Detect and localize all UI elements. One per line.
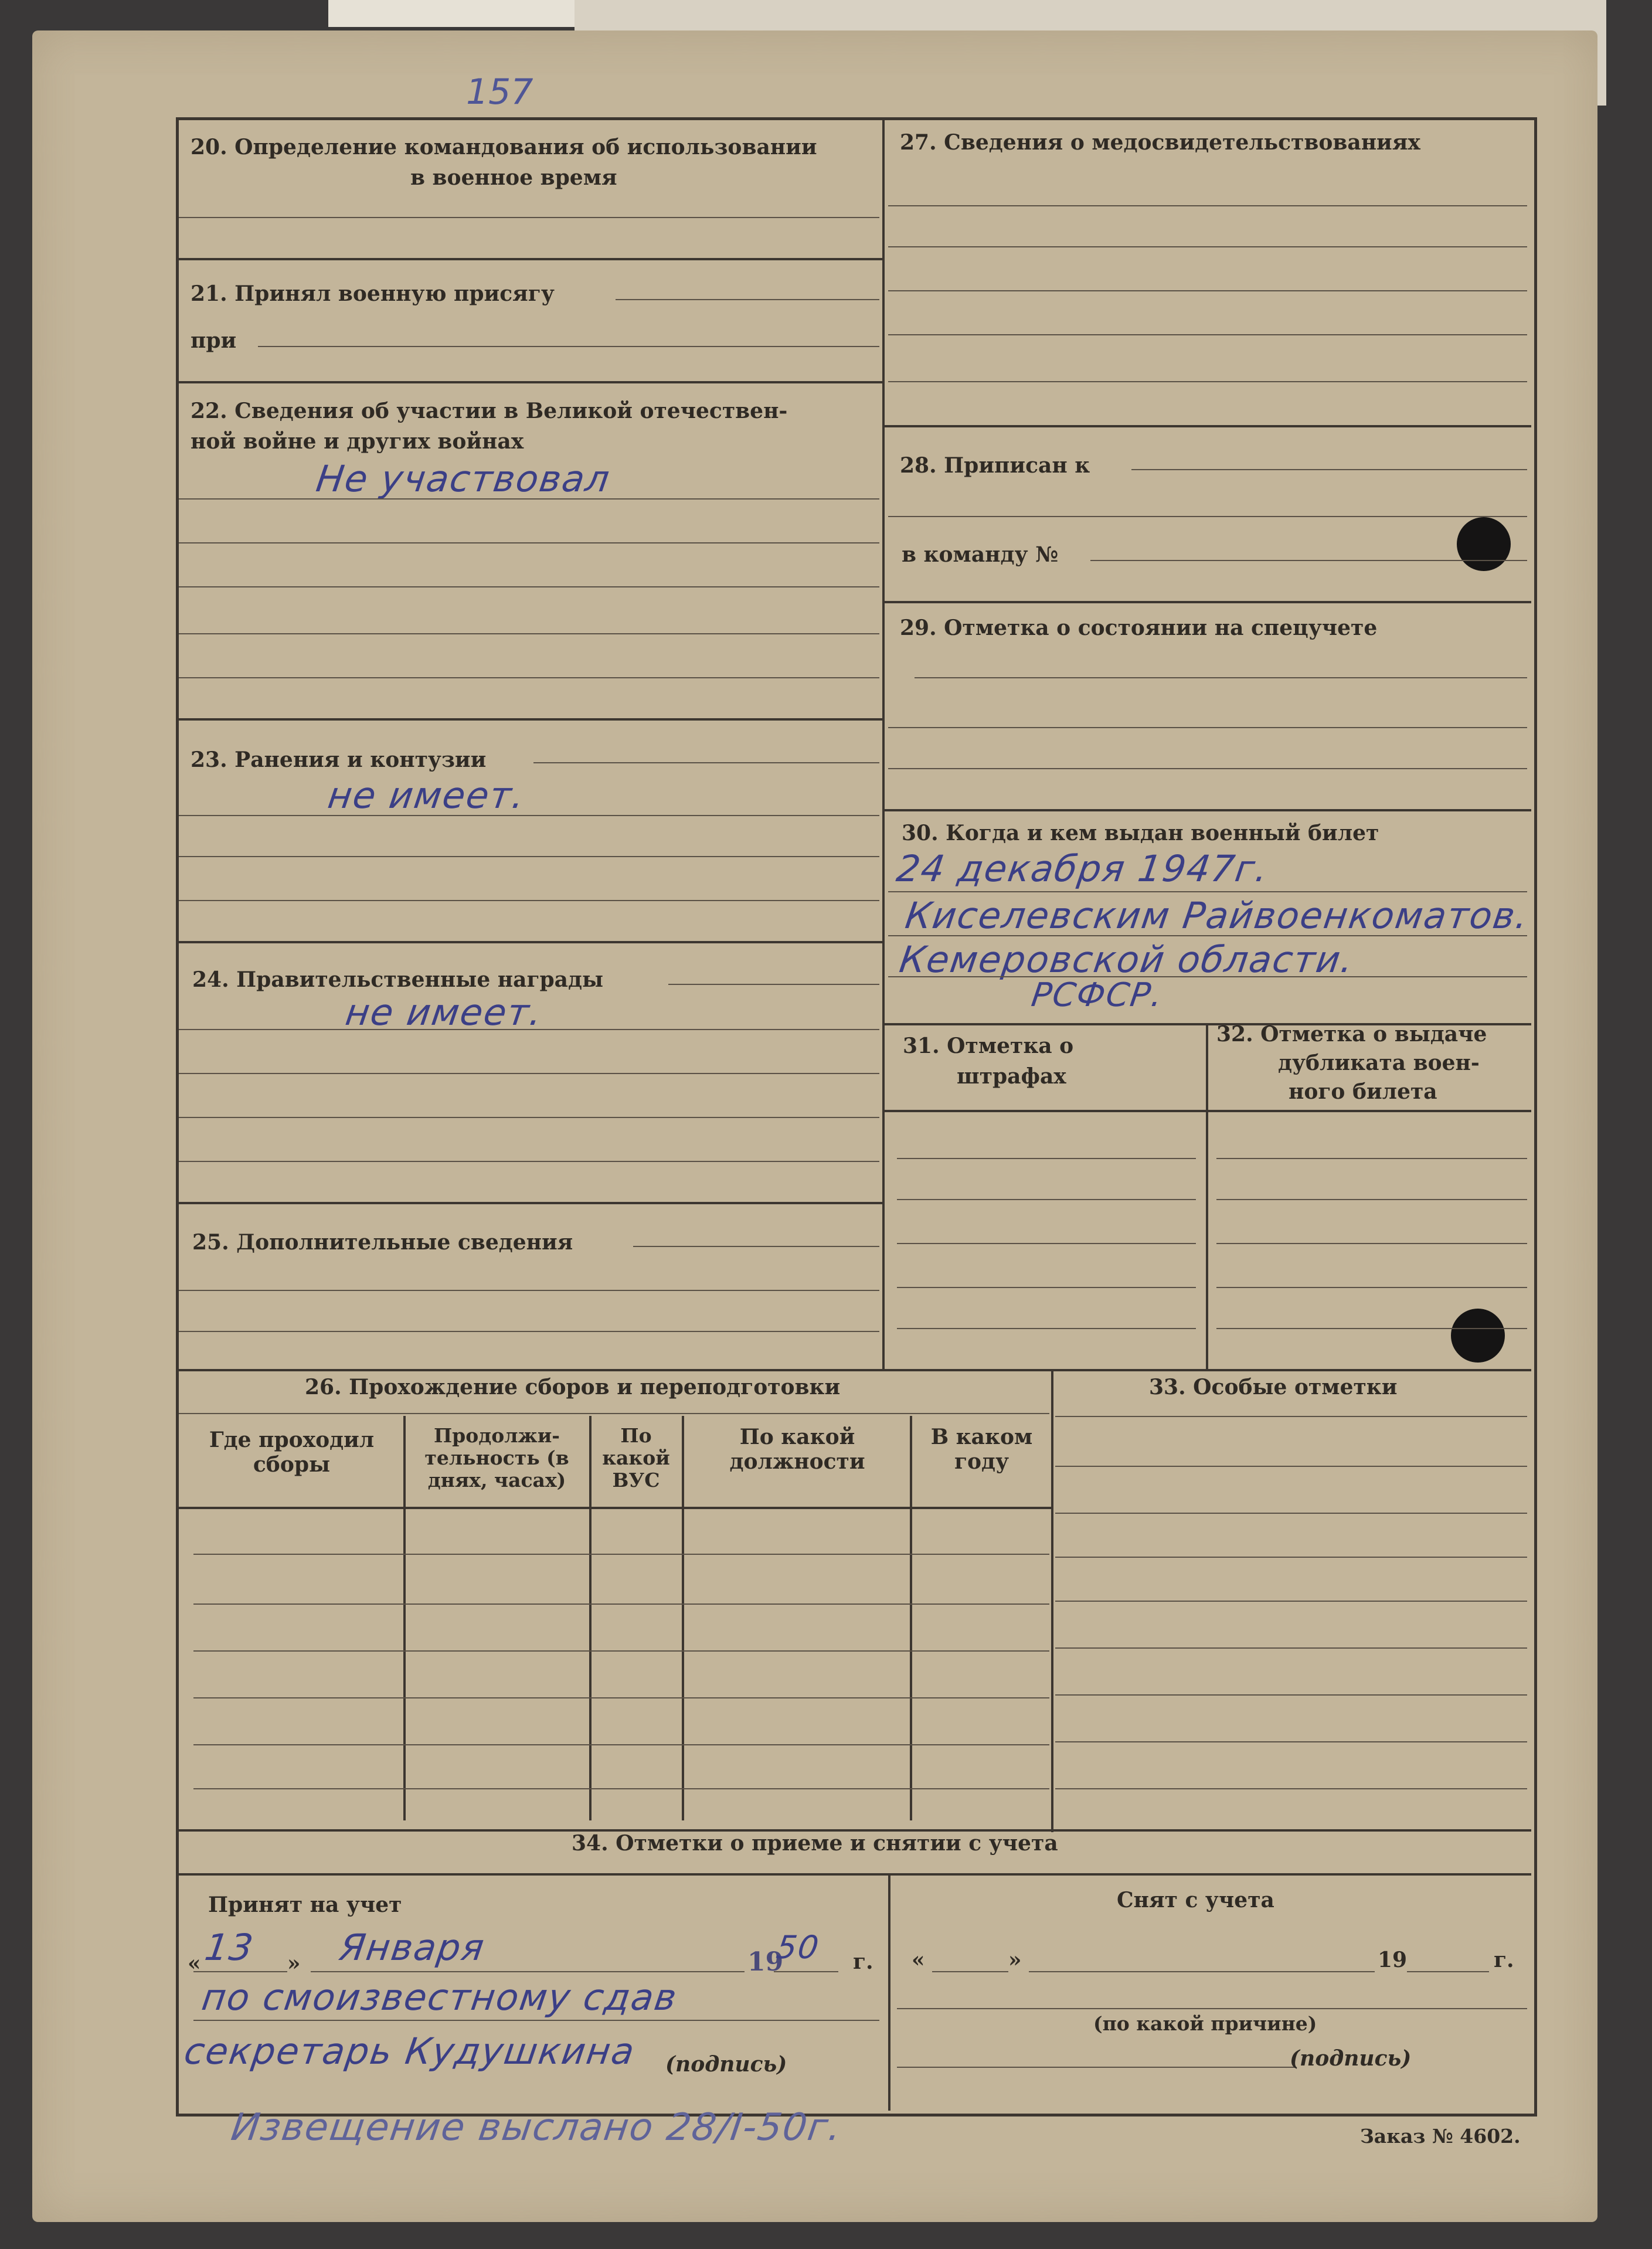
s20-bottom [176, 258, 882, 260]
s34-accepted-label: Принят на учет [208, 1893, 402, 1917]
s34-removed-reason-label: (по какой причине) [1093, 2012, 1317, 2035]
s29-line-1 [915, 677, 1527, 678]
s28-bottom [882, 601, 1531, 603]
s26-header-bottom [176, 1507, 1051, 1509]
s26-col-div-1 [403, 1416, 406, 1820]
s34-accepted-day-line [193, 1971, 287, 1972]
s34-removed-year-unit: г. [1494, 1948, 1514, 1972]
s33-line-4 [1055, 1557, 1527, 1558]
notification-sent-note: Извещение выслано 28/I-50г. [228, 2106, 845, 2149]
s34-accepted-year-prefix: 19 [747, 1947, 784, 1977]
s28-title: 28. Приписан к [900, 453, 1090, 478]
s26-row-line-1 [193, 1554, 1049, 1555]
s27-line-1 [888, 205, 1527, 206]
s27-title: 27. Сведения о медосвидетельствованиях [900, 130, 1420, 155]
s34-removed-reason-line-1 [897, 2008, 1527, 2009]
s30-line-3 [888, 976, 1527, 977]
s22-line-4 [179, 633, 879, 634]
s25-bottom [176, 1369, 1531, 1371]
s24-line-3 [179, 1117, 879, 1118]
s24-line-0 [668, 984, 879, 985]
s21-line-1 [616, 299, 879, 300]
s25-line-1 [179, 1290, 879, 1291]
s20-title-line2: в военное время [410, 165, 617, 190]
s22-bottom [176, 718, 882, 721]
s26-col-2: Продолжи-тельность (в днях, часах) [424, 1424, 569, 1492]
s28-line-2 [888, 516, 1527, 517]
s33-line-2 [1055, 1466, 1527, 1467]
s20-line [179, 217, 879, 218]
s29-line-2 [888, 727, 1527, 728]
s21-title: 21. Принял военную присягу [191, 281, 555, 306]
s34-removed-day-line [932, 1971, 1008, 1972]
s31-title-line2: штрафах [957, 1064, 1066, 1089]
s31-line-2 [897, 1199, 1196, 1200]
s26-row-line-6 [193, 1788, 1049, 1789]
s32-line-1 [1216, 1158, 1527, 1159]
s26-row-line-2 [193, 1603, 1049, 1605]
s34-accepted-signature-handwritten: секретарь Кудушкина [181, 2030, 638, 2073]
s33-line-3 [1055, 1513, 1527, 1514]
s24-line-1 [179, 1029, 879, 1030]
s34-accepted-day: 13 [202, 1926, 257, 1969]
s34-removed-month-line [1029, 1971, 1375, 1972]
s22-line-3 [179, 586, 879, 587]
s33-title: 33. Особые отметки [1149, 1375, 1398, 1399]
s26-col-div-2 [589, 1416, 592, 1820]
s23-line-0 [533, 762, 879, 763]
s27-line-4 [888, 334, 1527, 335]
s32-header-bottom [1206, 1110, 1531, 1112]
s28-line-1 [1131, 469, 1527, 470]
s33-line-7 [1055, 1694, 1527, 1696]
s30-line-1 [888, 891, 1527, 892]
s26-col-1: Где проходил сборы [209, 1428, 375, 1477]
s27-line-5 [888, 381, 1527, 382]
s23-title: 23. Ранения и контузии [191, 748, 487, 772]
s21-bottom [176, 381, 882, 383]
s34-accepted-month-line [311, 1971, 745, 1972]
s23-line-2 [179, 856, 879, 857]
s26-row-line-4 [193, 1697, 1049, 1698]
s34-removed-year-line [1407, 1971, 1489, 1972]
s25-line-0 [633, 1246, 879, 1247]
s22-line-1 [179, 498, 879, 500]
s34-removed-quote-left: « [912, 1948, 925, 1972]
s31-header-bottom [882, 1110, 1206, 1112]
s22-entry-handwritten: Не участвовал [313, 457, 613, 500]
s34-accepted-year-unit: г. [853, 1949, 873, 1974]
s20-title-line1: 20. Определение командования об использовании [191, 135, 817, 159]
s22-line-5 [179, 677, 879, 678]
divider-34 [888, 1873, 890, 2111]
s23-line-1 [179, 815, 879, 816]
s26-title-line [179, 1413, 1049, 1414]
s27-line-3 [888, 290, 1527, 291]
s30-entry-line2: Киселевским Райвоенкоматов. [902, 894, 1532, 937]
s32-title-line3: ного билета [1289, 1079, 1437, 1104]
s34-accepted-signature-label: (подпись) [665, 2052, 787, 2077]
s24-bottom [176, 1202, 882, 1204]
divider-26-33 [1051, 1369, 1053, 1832]
s21-line-2 [258, 346, 879, 347]
s22-title-line2: ной войне и других войнах [191, 429, 524, 454]
s22-line-2 [179, 542, 879, 543]
s33-line-5 [1055, 1601, 1527, 1602]
s24-title: 24. Правительственные награды [192, 967, 604, 992]
s34-removed-signature-label: (подпись) [1290, 2046, 1412, 2071]
s21-sub: при [191, 328, 237, 353]
s29-title: 29. Отметка о состоянии на спецучете [900, 616, 1378, 640]
s25-title: 25. Дополнительные сведения [192, 1230, 573, 1255]
s25-line-2 [179, 1331, 879, 1332]
s29-bottom [882, 809, 1531, 811]
s26-row-line-5 [193, 1744, 1049, 1745]
s32-title-line2: дубликата воен- [1278, 1051, 1480, 1075]
order-number: Заказ № 4602. [1360, 2125, 1521, 2148]
s26-col-5: В каком году [930, 1425, 1033, 1474]
s24-line-2 [179, 1073, 879, 1074]
s34-accepted-open-quote: « [188, 1951, 201, 1976]
s26-title: 26. Прохождение сборов и переподготовки [305, 1375, 841, 1399]
s26-col-3: По какой ВУС [602, 1424, 670, 1492]
s27-bottom [882, 425, 1531, 427]
s34-removed-label: Снят с учета [1117, 1888, 1274, 1912]
s24-line-4 [179, 1161, 879, 1162]
archive-number: 157 [466, 72, 533, 113]
s23-entry-handwritten: не имеет. [325, 774, 528, 817]
s23-bottom [176, 941, 882, 943]
s34-accepted-reason-line [193, 2020, 879, 2021]
s34-removed-year-prefix: 19 [1378, 1948, 1408, 1972]
s26-col-div-4 [910, 1416, 912, 1820]
s33-line-6 [1055, 1647, 1527, 1649]
s31-line-4 [897, 1287, 1196, 1288]
s34-accepted-year-line [774, 1971, 838, 1972]
s30-title: 30. Когда и кем выдан военный билет [902, 821, 1379, 845]
s23-line-3 [179, 900, 879, 901]
s31-title-line1: 31. Отметка о [903, 1034, 1074, 1058]
s34-removed-signature-line [897, 2067, 1296, 2068]
s32-line-2 [1216, 1199, 1527, 1200]
s34-title: 34. Отметки о приеме и снятии с учета [572, 1831, 1058, 1856]
s30-line-2 [888, 935, 1527, 936]
s30-entry-line1: 24 декабря 1947г. [893, 847, 1272, 890]
s32-line-3 [1216, 1243, 1527, 1244]
s34-accepted-reason-handwritten: по смоизвестному сдав [199, 1976, 681, 2019]
s34-accepted-year-suffix: 50 [774, 1929, 822, 1966]
s32-title-line1: 32. Отметка о выдаче [1216, 1022, 1487, 1047]
s33-line-1 [1055, 1416, 1527, 1417]
column-divider-upper [882, 117, 885, 1369]
s31-line-3 [897, 1243, 1196, 1244]
s34-accepted-month: Января [336, 1926, 488, 1969]
s26-row-line-3 [193, 1650, 1049, 1652]
s33-line-8 [1055, 1741, 1527, 1742]
s33-line-9 [1055, 1788, 1527, 1789]
s26-col-div-3 [682, 1416, 684, 1820]
s31-line-1 [897, 1158, 1196, 1159]
underlying-page-tab [328, 0, 577, 27]
s22-title-line1: 22. Сведения об участии в Великой отечествен- [191, 399, 788, 423]
s32-line-5 [1216, 1328, 1527, 1329]
s34-accepted-close-quote: » [287, 1951, 301, 1976]
s24-entry-handwritten: не имеет. [342, 991, 546, 1034]
s27-line-2 [888, 246, 1527, 247]
s32-line-4 [1216, 1287, 1527, 1288]
s30-entry-line4: РСФСР. [1029, 976, 1166, 1014]
s28-sub: в команду № [902, 542, 1059, 567]
s34-removed-quote-mid: » [1008, 1948, 1022, 1972]
s26-col-4: По какой должности [729, 1425, 865, 1474]
s28-line-3 [1090, 560, 1527, 561]
s29-line-3 [888, 768, 1527, 769]
s34-title-bottom [176, 1873, 1531, 1876]
divider-31-32 [1206, 1023, 1208, 1369]
s31-line-5 [897, 1328, 1196, 1329]
s30-entry-line3: Кемеровской области. [896, 938, 1357, 981]
